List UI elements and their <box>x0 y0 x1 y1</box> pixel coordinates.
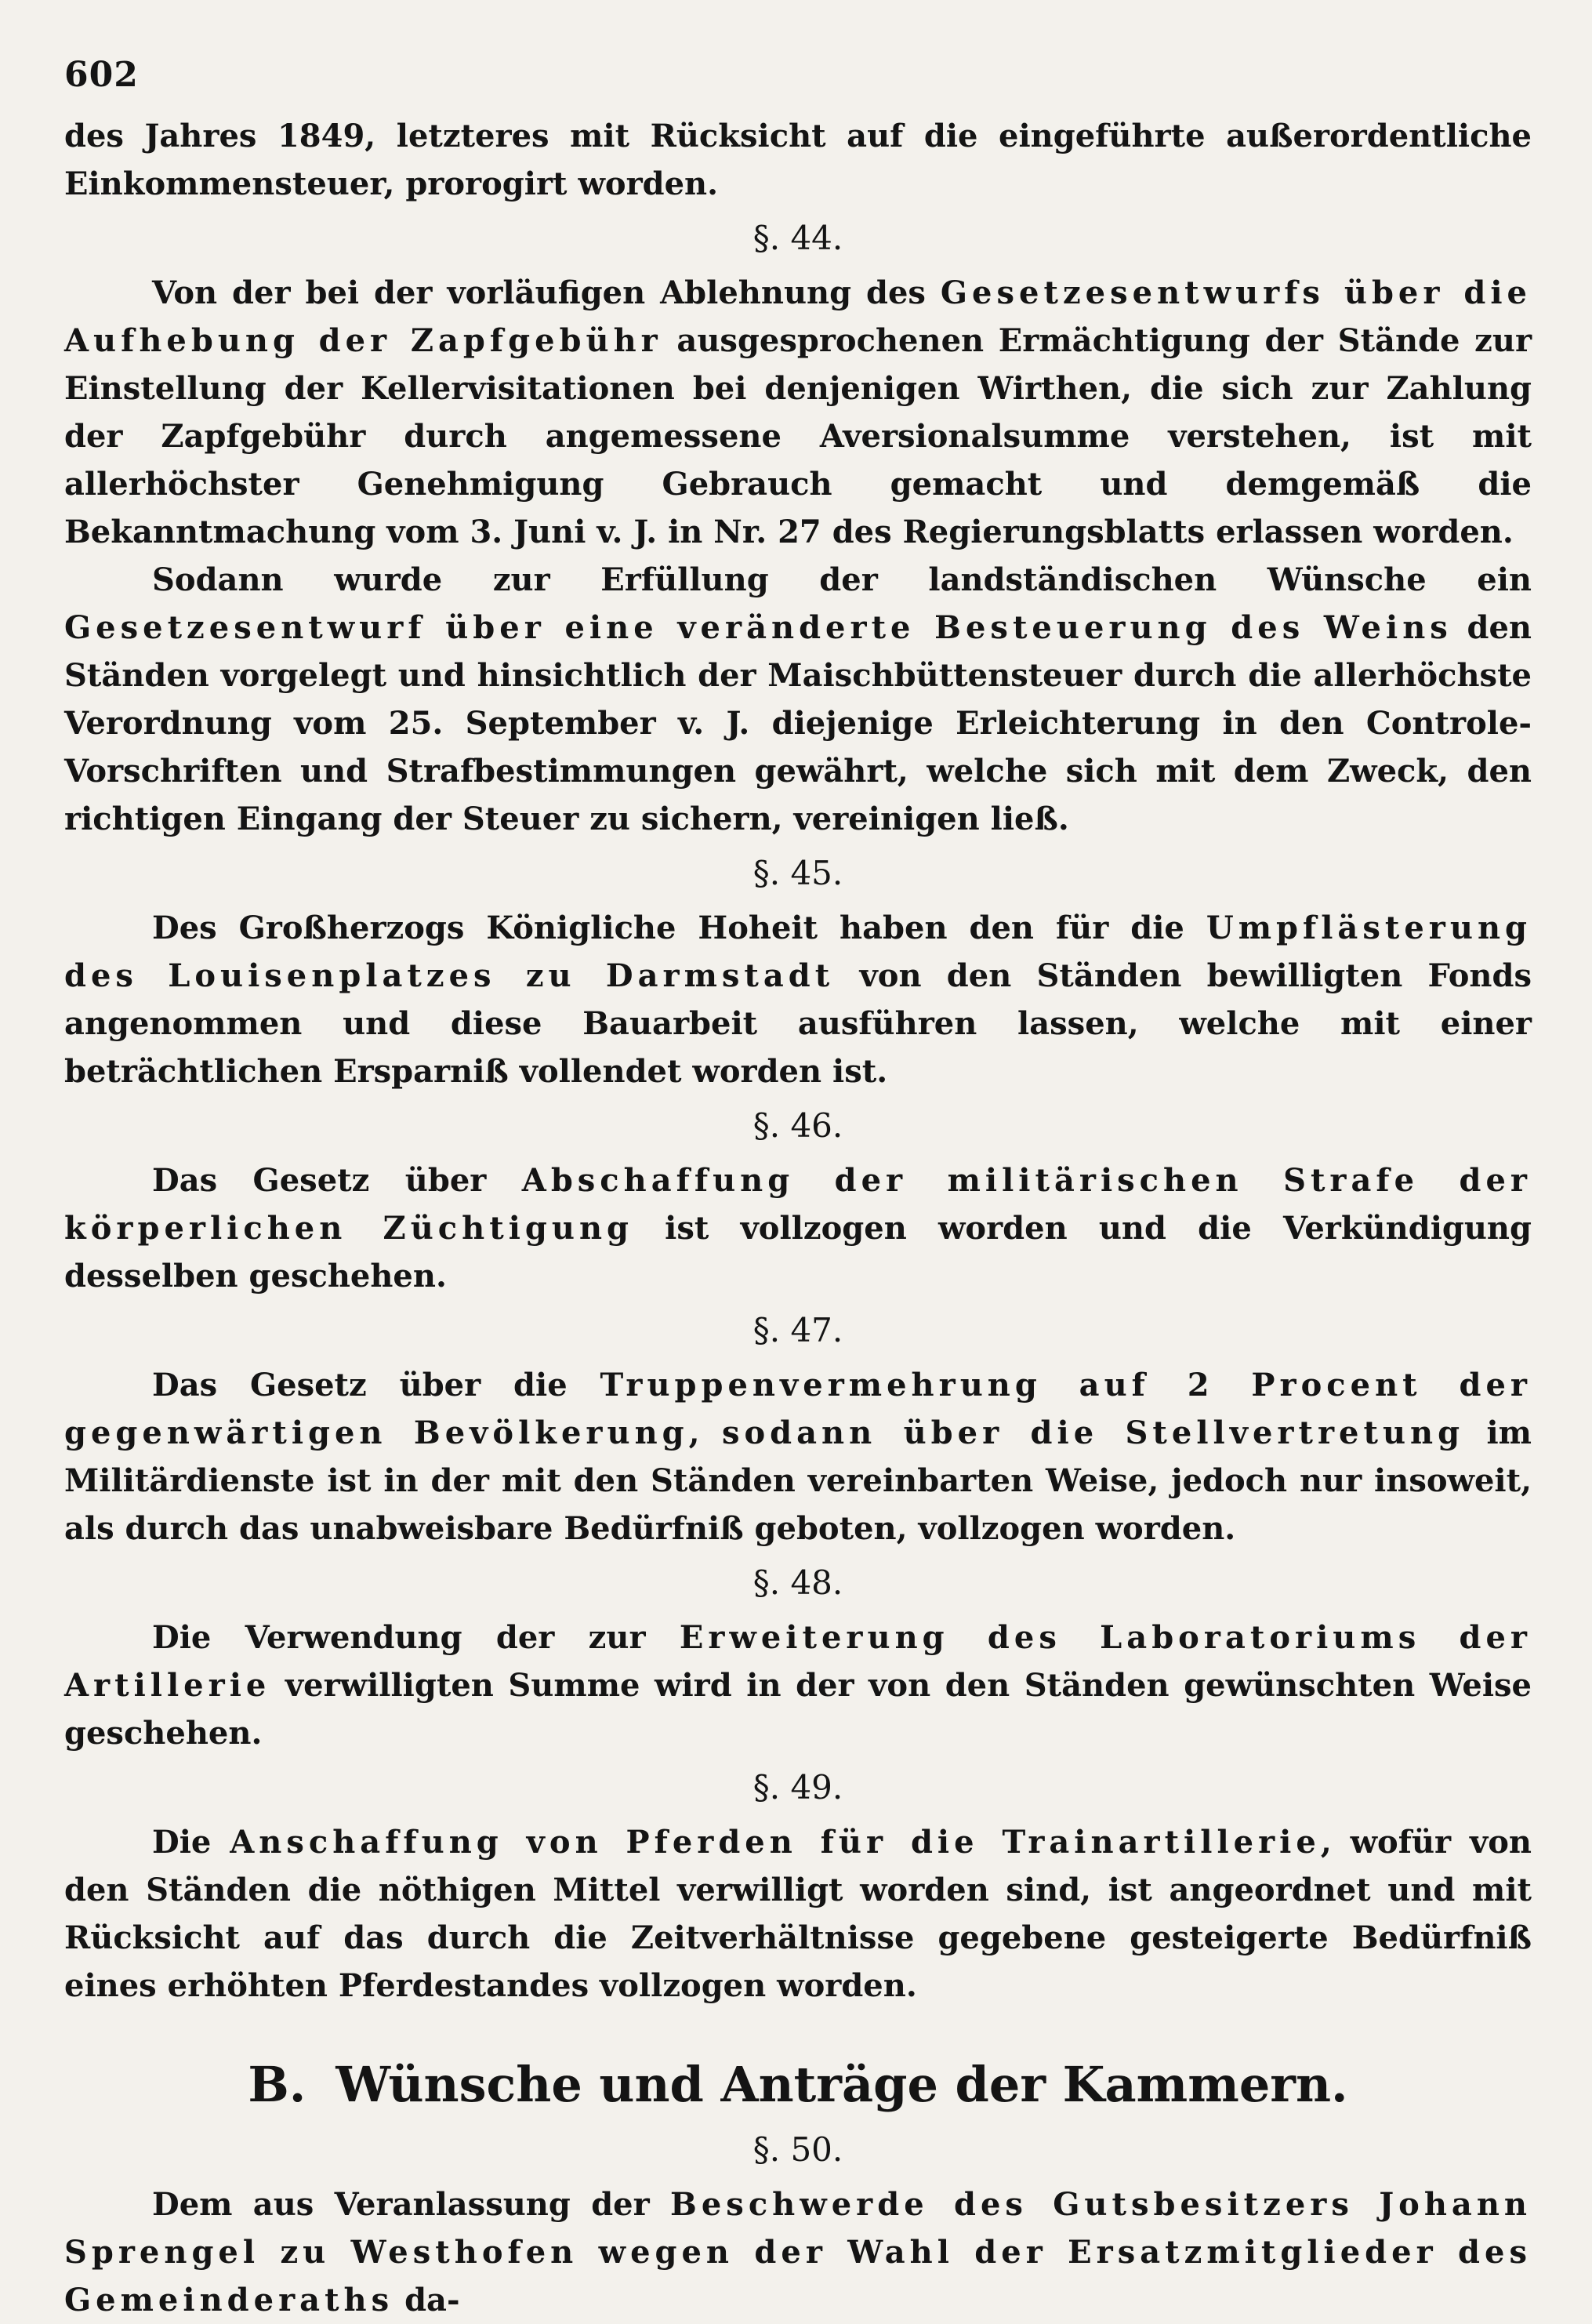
section-47-emphasis-1: Truppenvermehrung auf 2 Procent der gegenwärtigen Bevölkerung <box>64 1367 1532 1451</box>
section-44-p2-lead: Sodann wurde zur Erfüllung der landständischen Wünsche ein <box>152 561 1532 598</box>
section-44-p2-rest: den Ständen vorgelegt und hinsichtlich der Maischbüttensteuer durch die allerhöchste Verordnung vom 25. September v. J. diejenige Erleichterung in den Controle-Vorschriften und Strafbestimmungen gewährt, welche sich mit dem Zweck, den richtigen Eingang der Steuer zu sichern, vereinigen ließ. <box>64 609 1532 837</box>
section-44-heading: §. 44. <box>752 219 843 257</box>
section-48-rest: verwilligten Summe wird in der von den Ständen gewünschten Weise geschehen. <box>64 1667 1532 1752</box>
document-page <box>64 47 1532 2324</box>
section-47-lead: Das Gesetz über die <box>152 1367 600 1403</box>
section-47-emphasis-2: sodann über die Stellvertretung <box>721 1414 1465 1451</box>
section-46-emphasis: Abschaffung der militärischen Strafe der körperlichen Züchtigung <box>64 1162 1532 1247</box>
part-b-letter: B. <box>248 2056 306 2113</box>
section-45-lead: Des Großherzogs Königliche Hoheit haben den für die <box>152 910 1206 946</box>
part-b-heading <box>64 2050 1532 2119</box>
section-45-emphasis: Umpflästerung des Louisenplatzes zu Darmstadt <box>64 910 1532 994</box>
section-47-comma: , <box>688 1414 722 1451</box>
section-46-heading: §. 46. <box>752 1106 843 1145</box>
section-48-lead: Die Verwendung der zur <box>152 1619 680 1656</box>
section-49-paragraph <box>64 1818 1532 2010</box>
section-46-paragraph <box>64 1157 1532 1300</box>
section-49-emphasis: Anschaffung von Pferden für die Trainartillerie <box>230 1824 1321 1861</box>
page-number: 602 <box>64 55 139 95</box>
section-44-p1-emphasis: Gesetzesentwurfs über die Aufhebung der Zapfgebühr <box>64 274 1532 359</box>
section-44-paragraph-1 <box>64 269 1532 556</box>
section-48-paragraph <box>64 1614 1532 1757</box>
section-50-rest: da- <box>393 2282 460 2319</box>
section-48-heading: §. 48. <box>752 1563 843 1602</box>
section-46-rest: ist vollzogen worden und die Verkündigung desselben geschehen. <box>64 1210 1532 1295</box>
section-45-heading: §. 45. <box>752 854 843 892</box>
section-50-paragraph <box>64 2181 1532 2324</box>
section-50-lead: Dem aus Veranlassung der <box>152 2186 671 2223</box>
section-44-p1-rest: ausgesprochenen Ermächtigung der Stände zur Einstellung der Kellervisitationen bei denjenigen Wirthen, die sich zur Zahlung der Zapfgebühr durch angemessene Aversionalsumme verstehen, ist mit allerhöchster Genehmigung Gebrauch gemacht und demgemäß die Bekanntmachung vom 3. Juni v. J. in Nr. 27 des Regierungsblatts erlassen worden. <box>64 322 1532 550</box>
section-48-emphasis: Erweiterung des Laboratoriums der Artillerie <box>64 1619 1532 1704</box>
section-46-lead: Das Gesetz über <box>152 1162 522 1199</box>
section-50-emphasis: Beschwerde des Gutsbesitzers Johann Sprengel zu Westhofen wegen der Wahl der Ersatzmitglieder des Gemeinderaths <box>64 2186 1532 2319</box>
section-49-rest: , wofür von den Ständen die nöthigen Mittel verwilligt worden sind, ist angeordnet und mit Rücksicht auf das durch die Zeitverhältnisse gegebene gesteigerte Bedürfniß eines erhöhten Pferdestandes vollzogen worden. <box>64 1824 1532 2004</box>
section-47-heading: §. 47. <box>752 1311 843 1349</box>
intro-paragraph: des Jahres 1849, letzteres mit Rücksicht auf die eingeführte außerordentliche Einkommensteuer, prorogirt worden. <box>64 118 1532 202</box>
section-44-p2-emphasis: Gesetzesentwurf über eine veränderte Besteuerung des Weins <box>64 609 1452 646</box>
section-49-heading: §. 49. <box>752 1768 843 1807</box>
part-b-title: Wünsche und Anträge der Kammern. <box>335 2056 1348 2113</box>
section-45-rest: von den Ständen bewilligten Fonds angenommen und diese Bauarbeit ausführen lassen, welche mit einer beträchtlichen Ersparniß vollendet worden ist. <box>64 957 1532 1090</box>
section-47-rest: im Militärdienste ist in der mit den Ständen vereinbarten Weise, jedoch nur insoweit, als durch das unabweisbare Bedürfniß geboten, vollzogen worden. <box>64 1414 1532 1547</box>
section-45-paragraph <box>64 904 1532 1095</box>
section-50-heading: §. 50. <box>752 2130 843 2169</box>
section-44-p1-lead: Von der bei der vorläufigen Ablehnung des <box>152 274 941 311</box>
section-47-paragraph <box>64 1361 1532 1552</box>
section-44-paragraph-2 <box>64 556 1532 843</box>
section-49-lead: Die <box>152 1824 230 1861</box>
